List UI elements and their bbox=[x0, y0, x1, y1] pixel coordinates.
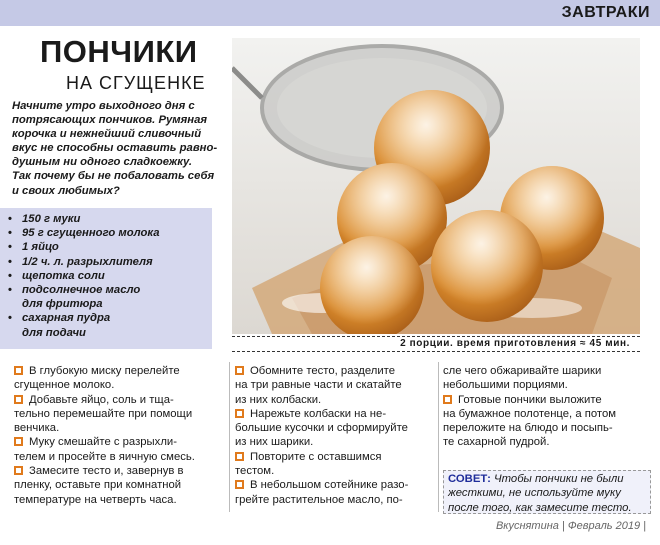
step-line: из них колбаски. bbox=[235, 393, 322, 406]
step-line: грейте растительное масло, по- bbox=[235, 493, 403, 506]
ingredient-item bbox=[8, 226, 212, 240]
ingredient-text: подсолнечное масло bbox=[22, 284, 141, 297]
step-line: В глубокую миску перелейте bbox=[14, 364, 224, 378]
bullet: • bbox=[8, 312, 12, 325]
ingredient-item bbox=[8, 311, 212, 325]
step-marker-icon bbox=[235, 452, 244, 461]
recipe-intro bbox=[12, 99, 224, 198]
ingredients-list bbox=[0, 208, 212, 349]
donuts-photo bbox=[232, 38, 640, 334]
step-marker-icon bbox=[235, 366, 244, 375]
step-line: венчика. bbox=[14, 422, 60, 435]
tip-text: после того, как замесите тесто. bbox=[448, 501, 632, 514]
ingredient-item bbox=[8, 269, 212, 283]
donuts-illustration bbox=[232, 38, 640, 334]
bullet: • bbox=[8, 227, 12, 240]
ingredient-text: для фритюра bbox=[22, 298, 103, 311]
step-line: Нарежьте колбаски на не- bbox=[235, 407, 435, 421]
step-line: Муку смешайте с разрыхли- bbox=[14, 435, 224, 449]
step-marker-icon bbox=[235, 409, 244, 418]
step-marker-icon bbox=[14, 366, 23, 375]
step-line: тестом. bbox=[235, 465, 275, 478]
magazine-footer: Вкуснятина | Февраль 2019 | bbox=[495, 520, 646, 532]
section-category: ЗАВТРАКИ bbox=[561, 4, 650, 21]
step-marker-icon bbox=[14, 395, 23, 404]
intro-line: вкус не способны оставить равно- bbox=[12, 142, 218, 155]
intro-line: Так почему бы не побаловать себя bbox=[12, 170, 215, 183]
ingredient-text: 95 г сгущенного молока bbox=[22, 227, 160, 240]
step-line: большие кусочки и сформируйте bbox=[235, 422, 408, 435]
step-marker-icon bbox=[14, 466, 23, 475]
intro-line: корочка и нежнейший сливочный bbox=[12, 128, 202, 141]
ingredient-text: для подачи bbox=[22, 326, 86, 339]
step-line: Замесите тесто и, завернув в bbox=[14, 464, 224, 478]
ingredient-item bbox=[8, 212, 212, 226]
column-divider bbox=[438, 362, 439, 512]
bullet bbox=[8, 297, 22, 311]
tip-text: жесткими, не используйте муку bbox=[448, 487, 621, 500]
ingredient-item bbox=[8, 326, 212, 340]
step-line: пленку, оставьте при комнатной bbox=[14, 479, 182, 492]
step-line: на бумажное полотенце, а потом bbox=[443, 407, 616, 420]
step-line: Повторите с оставшимся bbox=[235, 450, 435, 464]
tip-label: СОВЕТ: bbox=[448, 473, 491, 485]
step-line: на три равные части и скатайте bbox=[235, 379, 402, 392]
step-line: из них шарики. bbox=[235, 436, 314, 449]
step-line: небольшими порциями. bbox=[443, 379, 568, 392]
step-line: В небольшом сотейнике разо- bbox=[235, 478, 435, 492]
steps-column-2 bbox=[235, 364, 435, 507]
bullet: • bbox=[8, 269, 12, 282]
step-line: Готовые пончики выложите bbox=[443, 393, 648, 407]
bullet: • bbox=[8, 284, 12, 297]
column-divider bbox=[229, 362, 230, 512]
bullet: • bbox=[8, 255, 12, 268]
recipe-title-sub: НА СГУЩЕНКЕ bbox=[66, 73, 206, 93]
steps-column-3 bbox=[443, 364, 648, 450]
bullet: • bbox=[8, 213, 12, 225]
recipe-title bbox=[40, 36, 230, 94]
section-header-band bbox=[0, 0, 660, 26]
step-line: Обомните тесто, разделите bbox=[235, 364, 435, 378]
intro-line: душным ни одного сладкоежку. bbox=[12, 156, 193, 169]
step-line: те сахарной пудрой. bbox=[443, 436, 550, 449]
ingredient-item bbox=[8, 283, 212, 297]
step-line: температуре на четверть часа. bbox=[14, 493, 177, 506]
step-marker-icon bbox=[443, 395, 452, 404]
ingredient-item bbox=[8, 297, 212, 311]
step-line: переложите на блюдо и посыпь- bbox=[443, 422, 613, 435]
tip-text: Чтобы пончики не были bbox=[494, 473, 624, 485]
intro-line: Начните утро выходного дня с bbox=[12, 100, 195, 112]
intro-line: потрясающих пончиков. Румяная bbox=[12, 114, 208, 127]
servings-time-caption: 2 порции. время приготовления ≈ 45 мин. bbox=[232, 336, 640, 352]
ingredient-text: 150 г муки bbox=[22, 213, 81, 225]
bullet: • bbox=[8, 241, 12, 254]
intro-line: и своих любимых? bbox=[12, 184, 120, 197]
ingredient-item bbox=[8, 255, 212, 269]
ingredient-text: 1 яйцо bbox=[22, 241, 59, 254]
step-marker-icon bbox=[14, 437, 23, 446]
step-line: телем и просейте в яичную смесь. bbox=[14, 450, 195, 463]
steps-column-1 bbox=[14, 364, 224, 507]
step-line: сгущенное молоко. bbox=[14, 379, 115, 392]
bullet bbox=[8, 326, 22, 340]
step-line: Добавьте яйцо, соль и тща- bbox=[14, 393, 224, 407]
ingredient-text: щепотка соли bbox=[22, 269, 105, 282]
tip-box bbox=[443, 470, 651, 514]
ingredient-text: 1/2 ч. л. разрыхлителя bbox=[22, 255, 153, 268]
donut bbox=[431, 210, 543, 322]
recipe-title-main: ПОНЧИКИ bbox=[40, 34, 198, 69]
ingredient-text: сахарная пудра bbox=[22, 312, 111, 325]
step-line: сле чего обжаривайте шарики bbox=[443, 365, 602, 377]
step-line: тельно перемешайте при помощи bbox=[14, 407, 193, 420]
step-marker-icon bbox=[235, 480, 244, 489]
ingredient-item bbox=[8, 240, 212, 254]
